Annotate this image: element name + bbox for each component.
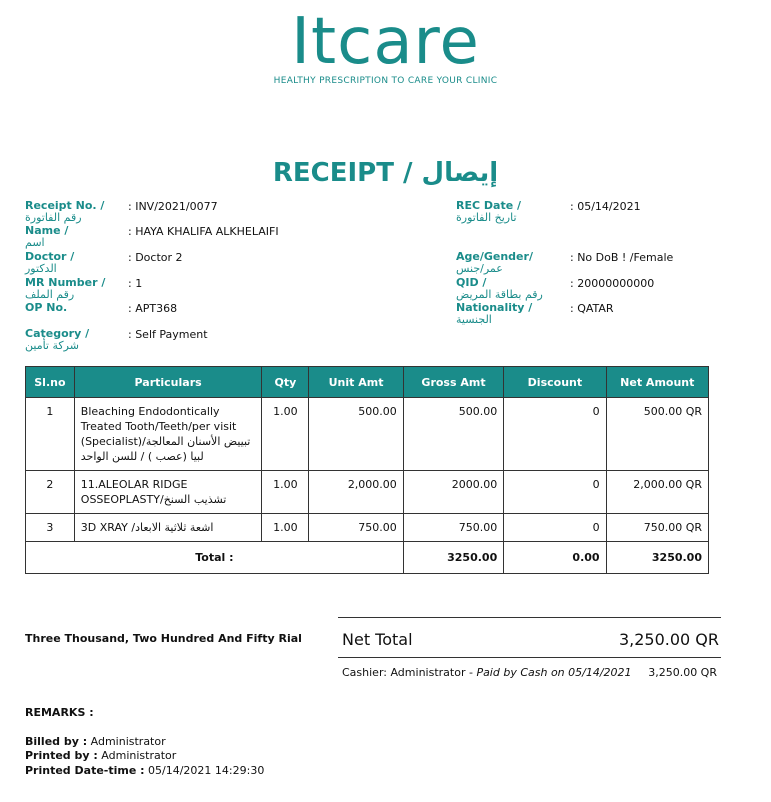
col-qty: Qty (262, 367, 309, 398)
remarks-label: REMARKS : (25, 706, 94, 719)
cell-discount: 0 (504, 471, 606, 514)
total-row (26, 542, 709, 574)
name-value: : HAYA KHALIFA ALKHELAIFI (128, 225, 279, 238)
cell-net: 2,000.00 QR (606, 471, 708, 514)
col-gross-amt: Gross Amt (403, 367, 503, 398)
name-label: Name / اسم (25, 224, 69, 249)
billed-by: Billed by : Administrator (25, 735, 166, 748)
cell-gross: 500.00 (403, 398, 503, 471)
rec-date-value: : 05/14/2021 (570, 200, 641, 213)
net-total-value: 3,250.00 QR (618, 630, 719, 649)
receipt-no-value: : INV/2021/0077 (128, 200, 218, 213)
cell-sl: 3 (26, 514, 75, 542)
col-unit-amt: Unit Amt (309, 367, 404, 398)
cell-sl: 1 (26, 398, 75, 471)
cell-discount: 0 (504, 514, 606, 542)
mr-number-value: : 1 (128, 277, 143, 290)
brand-logo: Itcare (291, 5, 480, 79)
cell-particulars: 11.ALEOLAR RIDGE OSSEOPLASTY/تشذيب السنخ (74, 471, 262, 514)
net-total-divider-top (338, 617, 721, 618)
qid-value: : 20000000000 (570, 277, 655, 290)
cell-particulars: 3D XRAY /اشعة ثلاثية الابعاد (74, 514, 262, 542)
cell-discount: 0 (504, 398, 606, 471)
col-particulars: Particulars (74, 367, 262, 398)
age-gender-label: Age/Gender/ عمر/جنس (456, 250, 533, 275)
items-table (25, 366, 709, 574)
cell-gross: 750.00 (403, 514, 503, 542)
printed-by: Printed by : Administrator (25, 749, 177, 762)
printed-datetime: Printed Date-time : 05/14/2021 14:29:30 (25, 764, 265, 777)
cell-unit: 500.00 (309, 398, 404, 471)
rec-date-label: REC Date / تاريخ الفاتورة (456, 199, 522, 224)
cell-qty: 1.00 (262, 398, 309, 471)
cell-unit: 750.00 (309, 514, 404, 542)
doctor-value: : Doctor 2 (128, 251, 183, 264)
total-label: Total : (26, 542, 404, 574)
nationality-label: Nationality / الجنسية (456, 301, 533, 326)
doctor-label: Doctor / الدكتور (25, 250, 75, 275)
qid-label: QID / رقم بطاقة المريض (456, 276, 543, 301)
cell-unit: 2,000.00 (309, 471, 404, 514)
op-no-value: : APT368 (128, 302, 178, 315)
cell-net: 750.00 QR (606, 514, 708, 542)
total-net: 3250.00 (606, 542, 708, 574)
cell-particulars: Bleaching Endodontically Treated Tooth/Teeth/per visit (Specialist)/تبييض الأسنان المعالجة لبيا (عصب ) / للسن الواحد (74, 398, 262, 471)
receipt-no-label: Receipt No. / رقم الفاتورة (25, 199, 105, 224)
total-gross: 3250.00 (403, 542, 503, 574)
net-total-label: Net Total (342, 630, 413, 649)
category-value: : Self Payment (128, 328, 208, 341)
cashier-amount: 3,250.00 QR (648, 666, 717, 679)
table-row (26, 398, 709, 471)
cell-qty: 1.00 (262, 471, 309, 514)
cell-sl: 2 (26, 471, 75, 514)
total-discount: 0.00 (504, 542, 606, 574)
cell-qty: 1.00 (262, 514, 309, 542)
age-gender-value: : No DoB ! /Female (570, 251, 674, 264)
page-title: RECEIPT / إيصال (272, 158, 499, 188)
col-slno: Sl.no (26, 367, 75, 398)
table-row (26, 514, 709, 542)
net-total-divider-bottom (338, 657, 721, 658)
brand-tagline: HEALTHY PRESCRIPTION TO CARE YOUR CLINIC (273, 76, 498, 86)
amount-in-words: Three Thousand, Two Hundred And Fifty Rial (25, 632, 302, 645)
table-row (26, 471, 709, 514)
table-header-row (26, 367, 709, 398)
category-label: Category / شركة تأمين (25, 327, 90, 352)
col-net-amount: Net Amount (606, 367, 708, 398)
mr-number-label: MR Number / رقم الملف (25, 276, 106, 301)
op-no-label: OP No. (25, 301, 68, 314)
cell-net: 500.00 QR (606, 398, 708, 471)
col-discount: Discount (504, 367, 606, 398)
cell-gross: 2000.00 (403, 471, 503, 514)
nationality-value: : QATAR (570, 302, 614, 315)
cashier-line: Cashier: Administrator - Paid by Cash on 05/14/2021 (342, 666, 632, 679)
